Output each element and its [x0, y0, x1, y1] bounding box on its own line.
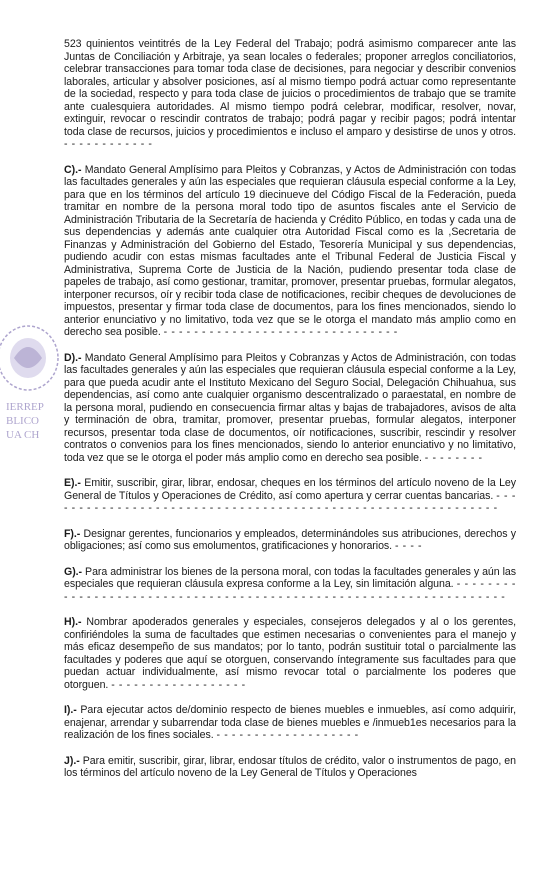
paragraph-e [64, 477, 516, 515]
dash-filler: - - - - - - - - - - - - - - - - - - - [216, 729, 359, 741]
paragraph-intro [64, 38, 516, 151]
dash-filler: - - - - - - - - - - - - [64, 138, 153, 150]
paragraph-text: Emitir, suscribir, girar, librar, endosar, cheques en los términos del artículo noveno de la Ley General de Títulos y Operaciones de Crédito, así como apertura y cerrar cuentas bancarias. [64, 477, 516, 502]
dash-filler: - - - - [394, 540, 423, 552]
clause-label: I).- [64, 704, 77, 716]
paragraph-text: Para emitir, suscribir, girar, librar, endosar títulos de crédito, valor o instrumentos de pago, en los términos del artículo noveno de la Ley General de Títulos y Operaciones [64, 754, 516, 779]
dash-filler: - - - - - - - - - - - - - - - - - - - - - - - - - - - - - - - - - - - - - - - - - - - - - - - - - - - - - - - - - - - - [64, 489, 516, 514]
paragraph-i [64, 704, 516, 742]
paragraph-h [64, 616, 516, 691]
dash-filler: - - - - - - - - - - - - - - - - - - - - - - - - - - - - - - - [163, 326, 398, 338]
paragraph-text: Nombrar apoderados generales y especiales, consejeros delegados y al o los gerentes, confiriéndoles la suma de facultades que estimen necesarias o convenientes para el manejo y más eficaz desempeño de sus mandatos; por lo tanto, podrán sustituir total o parcialmente las facultades y poderes que aquí se otorguen, conservando íntegramente sus facultades para que puedan actuar individualmente, así mismo revocar total o parcialmente los poderes que otorguen. [64, 616, 516, 691]
notary-seal-stamp [0, 318, 70, 468]
clause-label: F).- [64, 527, 81, 540]
seal-text-line-1: IERREP [6, 401, 44, 413]
paragraph-g [64, 566, 516, 604]
clause-label: H).- [64, 616, 82, 628]
paragraph-f [64, 528, 516, 553]
dash-filler: - - - - - - - - [424, 451, 483, 464]
seal-text-line-3: UA CH [6, 429, 40, 441]
clause-label: J).- [64, 754, 80, 767]
paragraph-d [64, 352, 516, 465]
paragraph-c [64, 164, 516, 339]
paragraph-text: 523 quinientos veintitrés de la Ley Federal del Trabajo; podrá asimismo comparecer ante las Juntas de Conciliación y Arbitraje, ya sean locales o federales; proponer arreglos conciliatorios, celebrar transacciones para tomar toda clase de decisiones, para negociar y describir convenios laborales, articular y absolver posiciones, así al mismo tiempo podrá actuar como representante de la sociedad, respecto y para toda clase de juicios o procedimientos de trabajo que se tramite ante cualesquiera autoridades. Al mismo tiempo podrá celebrar, modificar, resolver, novar, extinguir, revocar o rescindir contratos de trabajo; podrá pagar y recibir pagos; podrá intentar toda clase de recursos, juicios y procedimientos e incluso el amparo y desistirse de unos y otros. [64, 38, 516, 138]
clause-label: E).- [64, 477, 81, 489]
paragraph-text: Mandato General Amplísimo para Pleitos y Cobranzas y Actos de Administración, con todas las facultades generales y aún las especiales que requieran cláusula especial conforme a la Ley, para que pueda acudir ante el Instituto Mexicano del Seguro Social, Delegación Chihuahua, sus dependencias, así como ante cualquier organismo descentralizado o paraestatal, en nombre de la persona moral, pudiendo en consecuencia firmar altas y bajas de trabajadores, avisos de alta y terminación de obra, tramitar, promover, presentar pruebas, formular alegatos, interponer recursos, presentar toda clase de documentos, oír notificaciones, suscribir, rescindir y resolver contratos o convenios para los fines mencionados, siendo lo anterior enunciativo y no limitativo, toda vez que se le otorga el poder más amplio como en derecho sea posible. [64, 351, 516, 464]
clause-label: D).- [64, 351, 82, 364]
dash-filler: - - - - - - - - - - - - - - - - - - - - - - - - - - - - - - - - - - - - - - - - - - - - - - - - - - - - - - - - - - - - - - - - - - [64, 578, 516, 603]
clause-label: C).- [64, 163, 82, 176]
paragraph-text: Designar gerentes, funcionarios y empleados, determinándoles sus atribuciones, derechos y obligaciones; así como sus emolumentos, gratificaciones y honorarios. [64, 527, 516, 552]
document-body [64, 38, 516, 793]
seal-text-line-2: BLICO [6, 415, 39, 427]
paragraph-text: Para ejecutar actos de/dominio respecto de bienes muebles e inmuebles, así como adquirir, enajenar, arrendar y subarrendar toda clase de bienes muebles e /inmueb1es necesarios para la realización de los fines sociales. [64, 704, 516, 741]
paragraph-text: Mandato General Amplísimo para Pleitos y Cobranzas, y Actos de Administración con todas las facultades generales y aún las especiales que requieran cláusula especial conforme a la Ley, para que en los términos del artículo 19 diecinueve del Código Fiscal de la Federación, pueda tramitar en nombre de la persona moral todo tipo de asuntos fiscales ante el Servicio de Administración Tributaria de la Secretaría de hacienda y Crédito Público, en todas y cada una de sus dependencias y además ante cualquier otra Autoridad Fiscal como es la ,Secretaria de Finanzas y Administración del Gobierno del Estado, Tesorería Municipal y sus dependencias, pudiendo acudir con estas mismas facultades ante el Tribunal Federal de Justicia Fiscal y Administrativa, Suprema Corte de Justicia de la Nación, pudiendo presentar toda clase de papeles de trabajo, así como gestionar, tramitar, promover, presentar pruebas, formular alegatos, interponer recursos, oír y recibir toda clase de notificaciones, recibir cheques de devoluciones de impuestos, presentar y firmar toda clase de documentos, para los fines mencionados, siendo lo anterior enunciativo y no limitativo, toda vez que se le otorga el mandato más amplio como en derecho sea posible. [64, 163, 516, 338]
paragraph-j [64, 755, 516, 780]
dash-filler: - - - - - - - - - - - - - - - - - - [111, 678, 246, 691]
clause-label: G).- [64, 565, 83, 578]
paragraph-text: Para administrar los bienes de la persona moral, con todas la facultades generales y aún las especiales que requieran cláusula expresa conforme a la Ley, sin limitación alguna. [64, 565, 516, 590]
